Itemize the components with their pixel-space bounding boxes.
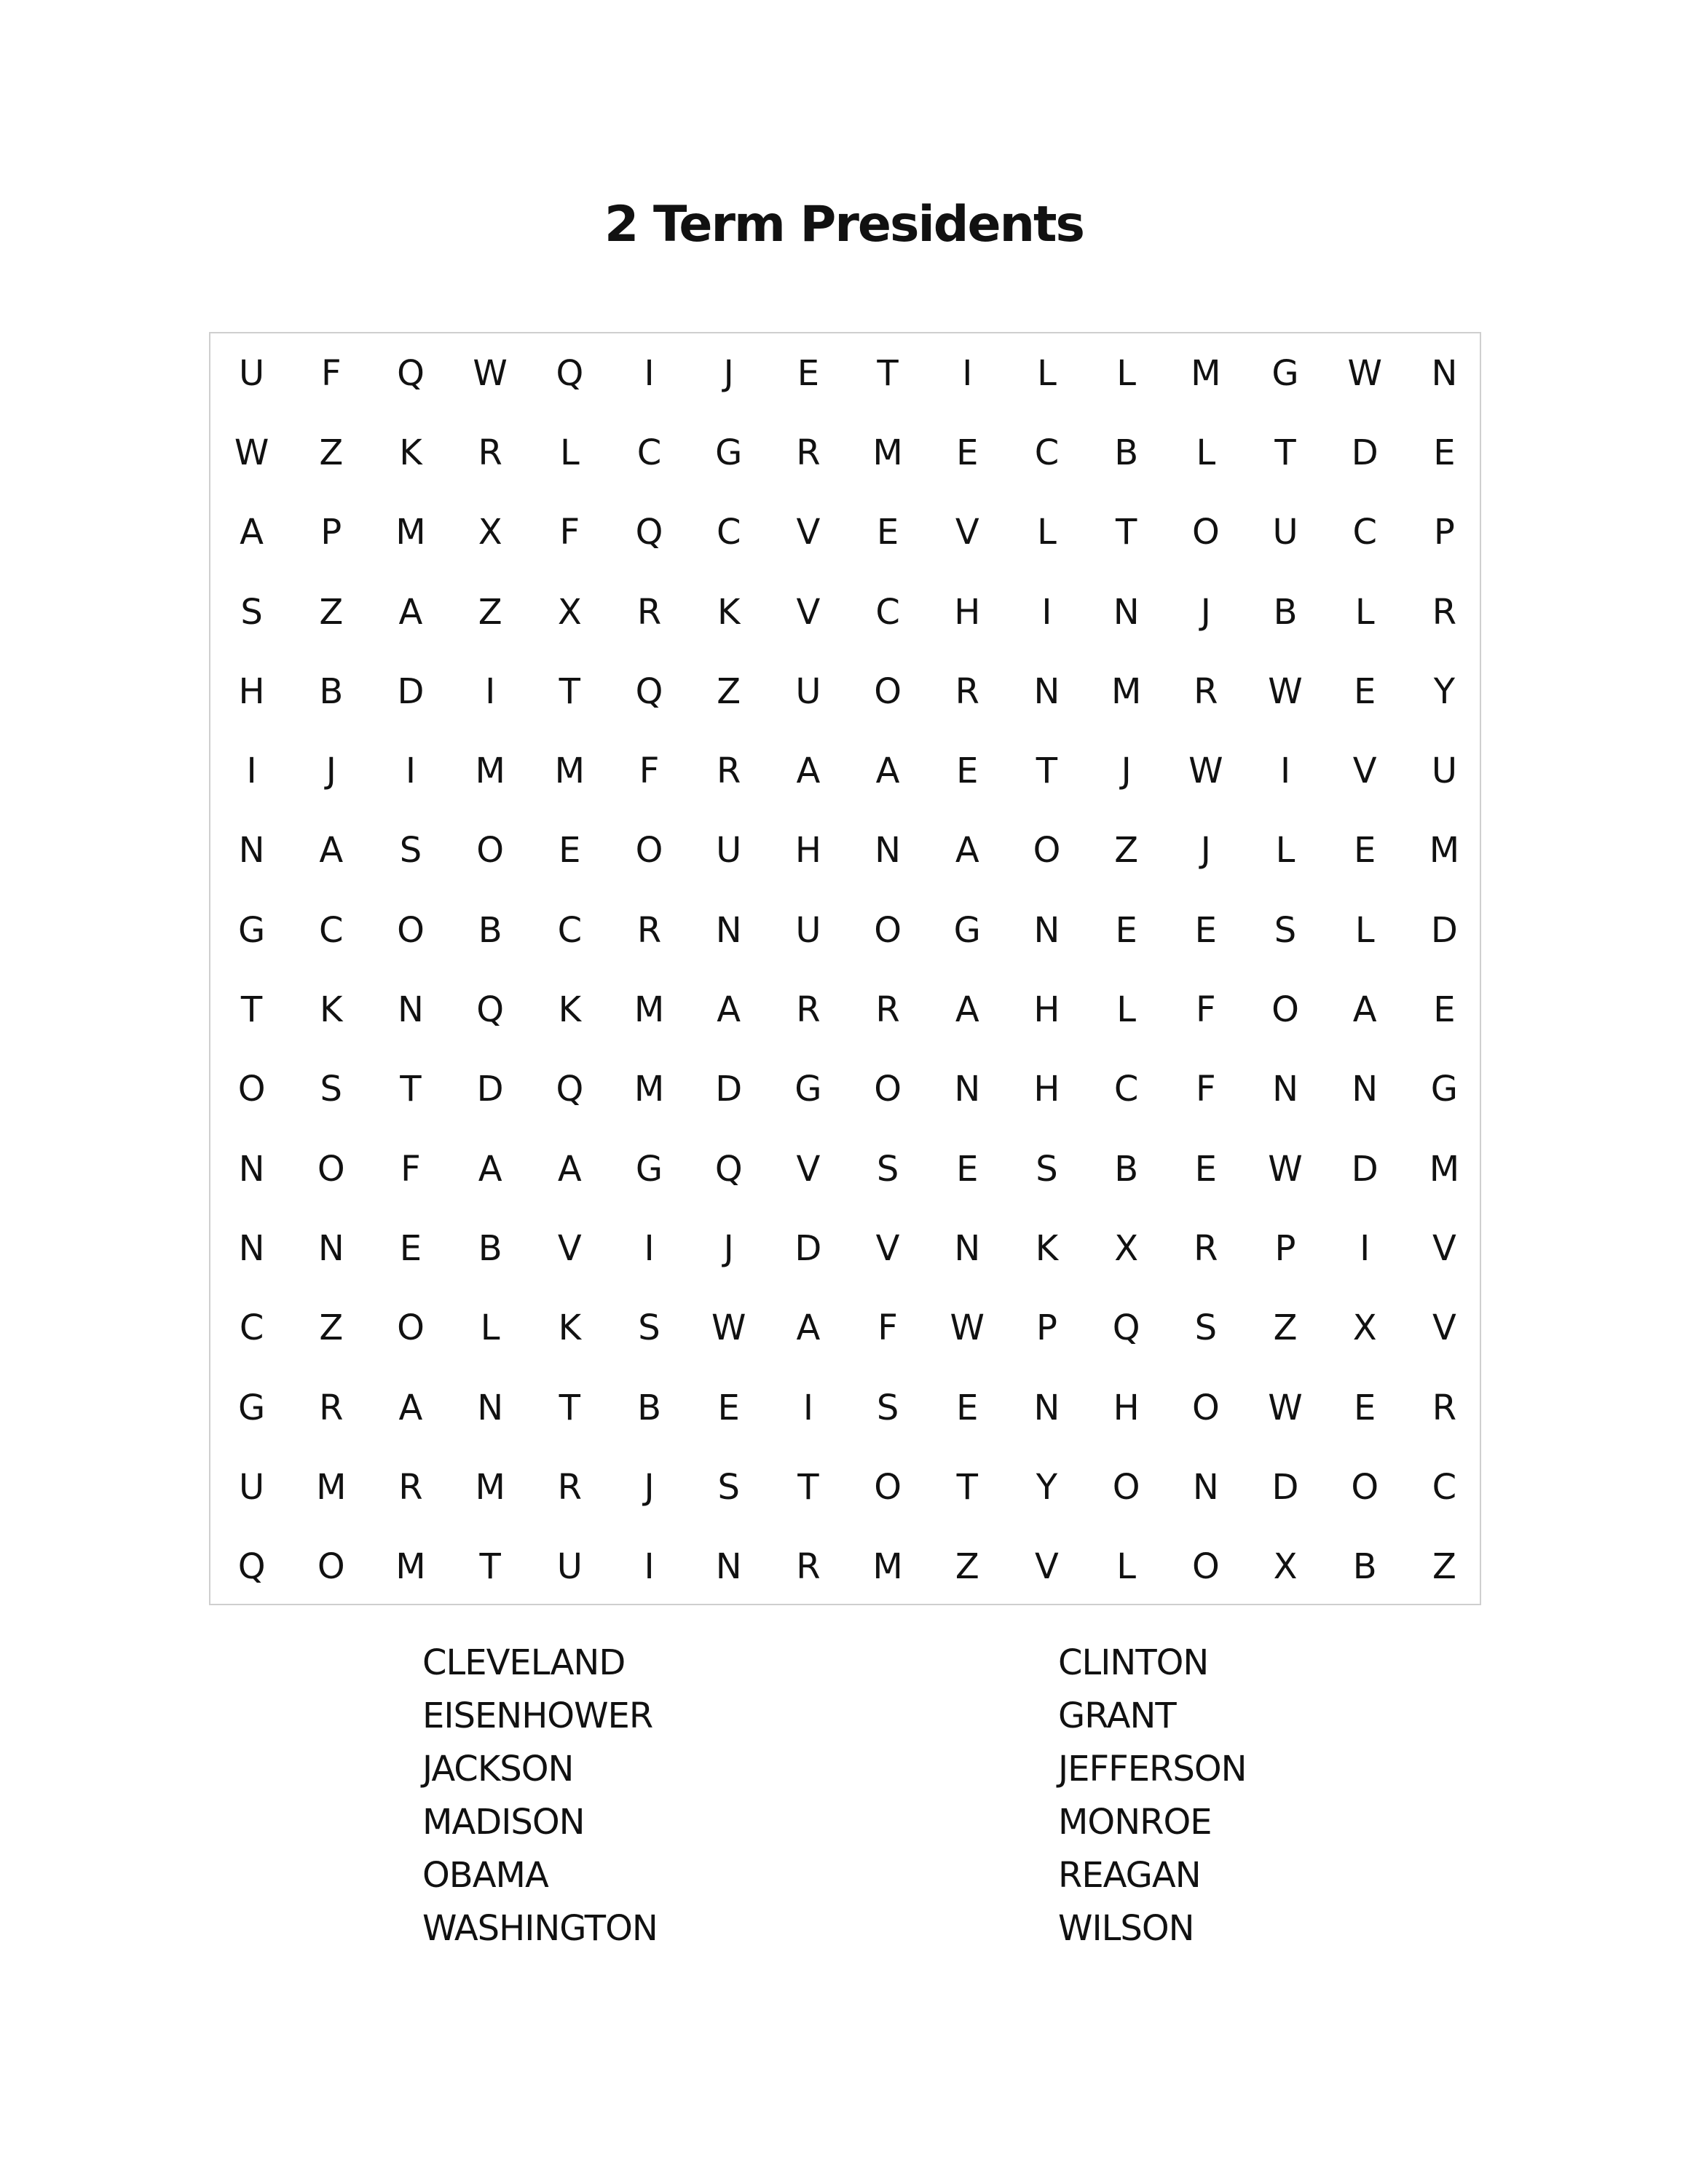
word-list-left [422,1637,658,1955]
grid-cell[interactable]: D [715,1069,743,1110]
grid-cell[interactable]: C [557,909,583,951]
word-list-item: REAGAN [1058,1855,1201,1896]
grid-cell[interactable]: I [802,1387,813,1428]
grid-cell[interactable]: T [240,989,263,1031]
word-list-item: OBAMA [422,1855,548,1896]
grid-cell[interactable]: Z [319,591,344,633]
grid-cell[interactable]: O [1112,1466,1140,1508]
grid-cell[interactable]: F [1196,989,1216,1031]
grid-cell[interactable]: J [1121,751,1132,792]
grid-cell[interactable]: E [1433,989,1456,1031]
grid-cell[interactable]: S [1274,909,1297,951]
grid-cell[interactable]: R [717,751,741,792]
grid-cell[interactable]: U [1431,751,1457,792]
grid-cell[interactable]: R [1194,1227,1218,1269]
grid-cell[interactable]: N [875,830,902,871]
grid-cell[interactable]: O [476,830,505,871]
grid-cell[interactable]: S [876,1148,899,1190]
grid-cell[interactable]: V [955,512,979,553]
grid-cell[interactable]: E [1354,830,1376,871]
grid-cell[interactable]: S [399,830,422,871]
grid-cell[interactable]: N [1033,1387,1060,1428]
grid-cell[interactable]: O [1191,1546,1220,1588]
grid-cell[interactable]: C [875,591,900,633]
word-list-item: MADISON [422,1802,585,1843]
grid-cell[interactable]: D [1351,1148,1379,1190]
grid-cell[interactable]: V [1035,1546,1059,1588]
grid-cell[interactable]: A [240,512,264,553]
grid-cell[interactable]: X [1273,1546,1298,1588]
grid-cell[interactable]: Y [1433,670,1456,712]
grid-cell[interactable]: D [476,1069,504,1110]
grid-cell[interactable]: I [644,352,655,394]
grid-cell[interactable]: D [1351,432,1379,473]
grid-cell[interactable]: C [1432,1466,1457,1508]
grid-cell[interactable]: U [1272,512,1298,553]
grid-cell[interactable]: J [644,1466,655,1508]
grid-cell[interactable]: C [1113,1069,1139,1110]
grid-cell[interactable]: F [877,1307,898,1349]
grid-cell[interactable]: E [956,1148,979,1190]
grid-cell[interactable]: Z [319,1307,344,1349]
grid-cell[interactable]: W [1268,670,1303,712]
grid-cell[interactable]: M [872,1546,903,1588]
grid-cell[interactable]: O [1033,830,1061,871]
grid-cell[interactable]: Q [714,1148,743,1190]
grid-cell[interactable]: Q [397,352,425,394]
grid-cell[interactable]: A [398,1387,423,1428]
grid-cell[interactable]: K [558,989,582,1031]
grid-cell[interactable]: A [955,830,979,871]
grid-cell[interactable]: M [395,1546,426,1588]
grid-cell[interactable]: K [1035,1227,1059,1269]
grid-cell[interactable]: S [240,591,263,633]
grid-cell[interactable]: O [1351,1466,1379,1508]
grid-cell[interactable]: I [1360,1227,1370,1269]
grid-cell[interactable]: J [723,352,734,394]
grid-cell[interactable]: M [475,1466,505,1508]
grid-cell[interactable]: C [636,432,662,473]
grid-cell[interactable]: M [1111,670,1142,712]
grid-cell[interactable]: Z [717,670,741,712]
grid-cell[interactable]: E [559,830,581,871]
grid-cell[interactable]: N [238,830,265,871]
grid-cell[interactable]: T [479,1546,501,1588]
grid-cell[interactable]: T [1115,512,1137,553]
grid-cell[interactable]: O [237,1069,266,1110]
grid-cell[interactable]: T [797,1466,819,1508]
grid-cell[interactable]: F [639,751,660,792]
grid-cell[interactable]: G [237,909,266,951]
grid-cell[interactable]: S [320,1069,343,1110]
grid-cell[interactable]: M [395,512,426,553]
grid-cell[interactable]: Z [1273,1307,1298,1349]
grid-cell[interactable]: N [1431,352,1458,394]
grid-cell[interactable]: N [318,1227,344,1269]
grid-cell[interactable]: E [876,512,899,553]
grid-cell[interactable]: S [876,1387,899,1428]
grid-cell[interactable]: B [1114,1148,1139,1190]
grid-cell[interactable]: N [1192,1466,1219,1508]
grid-cell[interactable]: L [1116,352,1137,394]
grid-cell[interactable]: A [1352,989,1377,1031]
grid-cell[interactable]: G [1271,352,1299,394]
grid-cell[interactable]: E [1194,1148,1217,1190]
grid-cell[interactable]: I [1041,591,1052,633]
grid-cell[interactable]: C [319,909,344,951]
grid-cell[interactable]: A [796,751,821,792]
grid-cell[interactable]: C [1034,432,1060,473]
grid-cell[interactable]: G [635,1148,663,1190]
grid-cell[interactable]: B [319,670,344,712]
grid-cell[interactable]: W [234,432,269,473]
grid-cell[interactable]: R [319,1387,344,1428]
grid-cell[interactable]: U [239,1466,265,1508]
grid-cell[interactable]: H [1113,1387,1140,1428]
grid-cell[interactable]: J [1200,591,1211,633]
grid-cell[interactable]: D [1430,909,1458,951]
grid-cell[interactable]: G [715,432,743,473]
grid-cell[interactable]: A [717,989,741,1031]
grid-cell[interactable]: Q [635,670,663,712]
grid-cell[interactable]: B [478,1227,502,1269]
grid-cell[interactable]: I [1279,751,1291,792]
grid-cell[interactable]: U [795,909,821,951]
grid-cell[interactable]: R [796,432,821,473]
grid-cell[interactable]: B [1273,591,1298,633]
grid-cell[interactable]: R [875,989,900,1031]
grid-cell[interactable]: G [237,1387,266,1428]
grid-cell[interactable]: L [1275,830,1295,871]
grid-cell[interactable]: M [1429,830,1460,871]
grid-cell[interactable]: J [1200,830,1211,871]
grid-cell[interactable]: T [559,1387,580,1428]
grid-cell[interactable]: M [634,989,665,1031]
grid-cell[interactable]: W [1268,1387,1303,1428]
grid-cell[interactable]: L [1116,1546,1137,1588]
grid-cell[interactable]: O [1271,989,1299,1031]
grid-cell[interactable]: Q [556,1069,584,1110]
grid-cell[interactable]: N [238,1227,265,1269]
grid-cell[interactable]: M [554,751,585,792]
letter-grid-frame [209,332,1481,1605]
grid-cell[interactable]: R [636,909,662,951]
grid-cell[interactable]: H [954,591,981,633]
word-list-item: JEFFERSON [1058,1749,1247,1789]
grid-cell[interactable]: O [317,1546,345,1588]
grid-cell[interactable]: I [962,352,973,394]
grid-cell[interactable]: K [558,1307,582,1349]
grid-cell[interactable]: M [475,751,505,792]
grid-cell[interactable]: E [1354,670,1376,712]
grid-cell[interactable]: D [1271,1466,1299,1508]
grid-cell[interactable]: N [1033,670,1060,712]
word-list-item: EISENHOWER [422,1696,653,1736]
grid-cell[interactable]: A [875,751,900,792]
grid-cell[interactable]: V [557,1227,582,1269]
grid-cell[interactable]: E [956,432,979,473]
grid-cell[interactable]: E [1115,909,1137,951]
grid-cell[interactable]: K [320,989,343,1031]
grid-cell[interactable]: B [1352,1546,1377,1588]
grid-cell[interactable]: V [875,1227,900,1269]
grid-cell[interactable]: F [320,352,342,394]
grid-cell[interactable]: K [399,432,422,473]
grid-cell[interactable]: N [954,1227,981,1269]
grid-cell[interactable]: U [716,830,742,871]
grid-cell[interactable]: A [319,830,344,871]
grid-cell[interactable]: H [1033,1069,1060,1110]
grid-cell[interactable]: A [796,1307,821,1349]
grid-cell[interactable]: R [955,670,979,712]
grid-cell[interactable]: W [711,1307,746,1349]
grid-cell[interactable]: N [715,1546,742,1588]
grid-cell[interactable]: L [480,1307,500,1349]
grid-cell[interactable]: R [1432,1387,1457,1428]
grid-cell[interactable]: R [1194,670,1218,712]
grid-cell[interactable]: R [557,1466,583,1508]
grid-cell[interactable]: S [638,1307,660,1349]
grid-cell[interactable]: Z [319,432,344,473]
word-list-item: CLEVELAND [422,1642,626,1683]
grid-cell[interactable]: Q [476,989,505,1031]
grid-cell[interactable]: M [1429,1148,1460,1190]
letter-grid [212,333,1484,1607]
grid-cell[interactable]: V [796,591,821,633]
grid-cell[interactable]: N [1033,909,1060,951]
grid-cell[interactable]: Q [556,352,584,394]
grid-cell[interactable]: T [877,352,899,394]
grid-cell[interactable]: I [246,751,257,792]
grid-cell[interactable]: W [950,1307,985,1349]
grid-cell[interactable]: R [1432,591,1457,633]
grid-cell[interactable]: S [1036,1148,1058,1190]
grid-cell[interactable]: H [794,830,821,871]
grid-cell[interactable]: C [716,512,741,553]
grid-cell[interactable]: O [874,1466,902,1508]
grid-cell[interactable]: R [636,591,662,633]
grid-cell[interactable]: E [956,1387,979,1428]
grid-cell[interactable]: H [1033,989,1060,1031]
grid-cell[interactable]: V [1432,1307,1456,1349]
puzzle-title: 2 Term Presidents [604,196,1084,253]
word-list-right [1058,1637,1247,1955]
grid-cell[interactable]: D [794,1227,822,1269]
grid-cell[interactable]: R [398,1466,423,1508]
grid-cell[interactable]: W [473,352,508,394]
grid-cell[interactable]: O [397,909,425,951]
grid-cell[interactable]: F [559,512,580,553]
grid-cell[interactable]: N [715,909,742,951]
grid-cell[interactable]: L [1354,909,1375,951]
grid-cell[interactable]: A [955,989,979,1031]
word-list-item: WASHINGTON [422,1908,658,1949]
grid-cell[interactable]: L [1037,512,1057,553]
grid-cell[interactable]: T [1274,432,1296,473]
grid-cell[interactable]: X [478,512,502,553]
word-list-item: WILSON [1058,1908,1194,1949]
grid-cell[interactable]: Q [237,1546,266,1588]
grid-cell[interactable]: V [796,512,821,553]
grid-cell[interactable]: X [1352,1307,1377,1349]
grid-cell[interactable]: T [956,1466,978,1508]
grid-cell[interactable]: E [1354,1387,1376,1428]
grid-cell[interactable]: O [397,1307,425,1349]
grid-cell[interactable]: P [1433,512,1455,553]
grid-cell[interactable]: G [953,909,981,951]
grid-cell[interactable]: L [1037,352,1057,394]
grid-cell[interactable]: I [644,1546,655,1588]
grid-cell[interactable]: X [557,591,582,633]
grid-cell[interactable]: Z [478,591,502,633]
grid-cell[interactable]: E [1194,909,1217,951]
grid-cell[interactable]: I [405,751,417,792]
word-list-item: JACKSON [422,1749,574,1789]
grid-cell[interactable]: Q [1112,1307,1140,1349]
grid-cell[interactable]: X [1114,1227,1139,1269]
grid-cell[interactable]: J [723,1227,734,1269]
grid-cell[interactable]: C [1352,512,1377,553]
grid-cell[interactable]: W [1188,751,1223,792]
grid-cell[interactable]: O [317,1148,345,1190]
grid-cell[interactable]: O [1191,512,1220,553]
grid-cell[interactable]: N [1272,1069,1298,1110]
grid-cell[interactable]: E [399,1227,422,1269]
grid-cell[interactable]: D [397,670,425,712]
grid-cell[interactable]: B [637,1387,661,1428]
grid-cell[interactable]: E [717,1387,740,1428]
word-list-item: GRANT [1058,1696,1176,1736]
grid-cell[interactable]: K [717,591,741,633]
grid-cell[interactable]: R [796,1546,821,1588]
grid-cell[interactable]: B [1114,432,1139,473]
grid-cell[interactable]: M [1191,352,1221,394]
grid-cell[interactable]: H [238,670,265,712]
grid-cell[interactable]: A [478,1148,502,1190]
grid-cell[interactable]: P [1274,1227,1296,1269]
grid-cell[interactable]: N [398,989,424,1031]
grid-cell[interactable]: R [478,432,502,473]
grid-cell[interactable]: O [874,909,902,951]
word-list-item: CLINTON [1058,1642,1209,1683]
grid-cell[interactable]: S [1194,1307,1218,1349]
grid-cell[interactable]: B [478,909,502,951]
grid-cell[interactable]: E [1433,432,1456,473]
grid-cell[interactable]: L [559,432,580,473]
grid-cell[interactable]: O [874,670,902,712]
grid-cell[interactable]: M [316,1466,347,1508]
grid-cell[interactable]: Q [635,512,663,553]
grid-cell[interactable]: G [1430,1069,1458,1110]
grid-cell[interactable]: A [398,591,423,633]
grid-cell[interactable]: T [559,670,580,712]
grid-cell[interactable]: U [556,1546,583,1588]
grid-cell[interactable]: S [717,1466,740,1508]
grid-cell[interactable]: G [794,1069,822,1110]
grid-cell[interactable]: M [634,1069,665,1110]
grid-cell[interactable]: O [874,1069,902,1110]
grid-cell[interactable]: Z [1432,1546,1456,1588]
grid-cell[interactable]: O [1191,1387,1220,1428]
grid-cell[interactable]: F [401,1148,421,1190]
grid-cell[interactable]: P [1036,1307,1057,1349]
grid-cell[interactable]: T [400,1069,422,1110]
word-list-item: MONROE [1058,1802,1212,1843]
grid-cell[interactable]: N [1352,1069,1379,1110]
grid-cell[interactable]: N [1113,591,1140,633]
grid-cell[interactable]: E [956,751,979,792]
grid-cell[interactable]: Z [1114,830,1139,871]
grid-cell[interactable]: Y [1036,1466,1058,1508]
grid-cell[interactable]: N [477,1387,504,1428]
grid-cell[interactable]: O [635,830,663,871]
grid-cell[interactable]: L [1354,591,1375,633]
grid-cell[interactable]: F [1196,1069,1216,1110]
grid-cell[interactable]: L [1196,432,1216,473]
grid-cell[interactable]: U [239,352,265,394]
grid-cell[interactable]: N [238,1148,265,1190]
grid-cell[interactable]: A [557,1148,582,1190]
grid-cell[interactable]: P [320,512,342,553]
grid-cell[interactable]: R [796,989,821,1031]
grid-cell[interactable]: V [1432,1227,1456,1269]
grid-cell[interactable]: T [1036,751,1058,792]
grid-cell[interactable]: W [1347,352,1382,394]
grid-cell[interactable]: I [485,670,496,712]
grid-cell[interactable]: V [1352,751,1377,792]
grid-cell[interactable]: V [796,1148,821,1190]
grid-cell[interactable]: J [326,751,336,792]
grid-cell[interactable]: N [954,1069,981,1110]
grid-cell[interactable]: C [239,1307,264,1349]
grid-cell[interactable]: Z [955,1546,979,1588]
grid-cell[interactable]: L [1116,989,1137,1031]
grid-cell[interactable]: U [795,670,821,712]
grid-cell[interactable]: W [1268,1148,1303,1190]
grid-cell[interactable]: E [797,352,820,394]
grid-cell[interactable]: I [644,1227,655,1269]
grid-cell[interactable]: M [872,432,903,473]
